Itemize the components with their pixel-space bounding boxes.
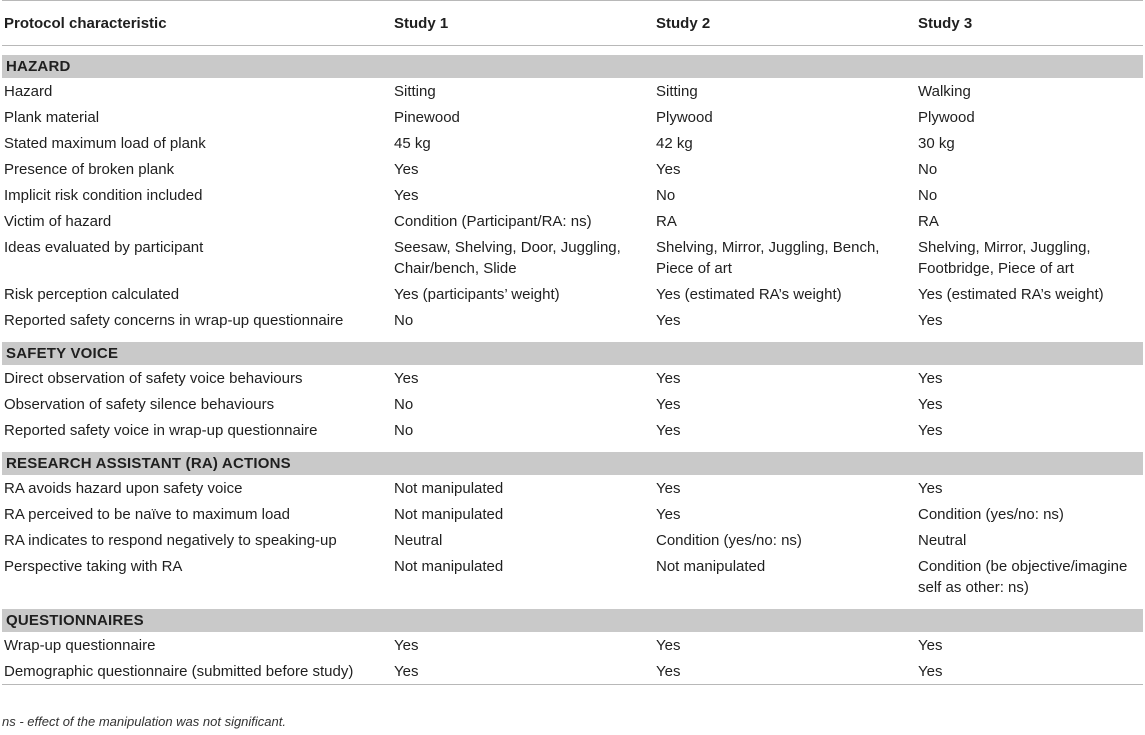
table-row <box>2 553 1143 600</box>
study-value-cell: Yes <box>394 370 419 387</box>
header-cell: Study 1 <box>390 1 652 46</box>
table-body <box>2 46 1143 685</box>
header-cell: Protocol characteristic <box>2 1 390 46</box>
study-value-cell: Yes <box>918 422 943 439</box>
table-row <box>2 156 1143 182</box>
study-value-cell: Pinewood <box>394 109 460 126</box>
study-value-cell: 45 kg <box>394 135 431 152</box>
row-label-cell: RA indicates to respond negatively to speaking-up <box>4 532 337 549</box>
study-value-cell: Yes <box>390 658 652 685</box>
study-value-cell: Yes <box>656 396 681 413</box>
study-value-cell: Plywood <box>918 109 975 126</box>
section-header-row <box>2 452 1143 475</box>
study-value-cell: 42 kg <box>656 135 693 152</box>
table-row <box>2 365 1143 391</box>
study-value-cell: Yes <box>656 506 681 523</box>
table-row <box>2 234 1143 281</box>
row-label-cell: RA avoids hazard upon safety voice <box>4 480 243 497</box>
study-value-cell: Sitting <box>394 83 436 100</box>
section-title: SAFETY VOICE <box>2 342 1143 365</box>
study-value-cell: Sitting <box>656 83 698 100</box>
row-label-cell: Wrap-up questionnaire <box>4 637 156 654</box>
study-value-cell: Seesaw, Shelving, Door, Juggling, Chair/bench, Slide <box>394 239 621 277</box>
row-label-cell: Implicit risk condition included <box>4 187 203 204</box>
table-row <box>2 78 1143 104</box>
study-value-cell: Yes <box>914 658 1143 685</box>
study-value-cell: Yes <box>652 658 914 685</box>
table-row <box>2 208 1143 234</box>
study-value-cell: Yes <box>656 161 681 178</box>
study-value-cell: Condition (be objective/imagine self as other: ns) <box>918 558 1128 596</box>
study-value-cell: No <box>394 312 414 329</box>
header-cell: Study 3 <box>914 1 1143 46</box>
section-spacer <box>2 333 1143 342</box>
table-row <box>2 527 1143 553</box>
spacer-cell <box>2 333 1143 342</box>
section-title: HAZARD <box>2 55 1143 78</box>
spacer-cell <box>2 600 1143 609</box>
study-value-cell: Condition (yes/no: ns) <box>656 532 802 549</box>
section-spacer <box>2 46 1143 56</box>
table-row <box>2 501 1143 527</box>
study-value-cell: Yes <box>656 422 681 439</box>
protocol-table <box>2 0 1143 685</box>
study-value-cell: Neutral <box>394 532 443 549</box>
study-value-cell: Walking <box>918 83 971 100</box>
study-value-cell: Yes (estimated RA’s weight) <box>918 286 1104 303</box>
study-value-cell: Yes <box>656 370 681 387</box>
study-value-cell: Yes <box>656 312 681 329</box>
section-spacer <box>2 600 1143 609</box>
study-value-cell: No <box>918 187 938 204</box>
study-value-cell: Yes <box>394 187 419 204</box>
study-value-cell: Yes <box>394 161 419 178</box>
row-label-cell: Risk perception calculated <box>4 286 180 303</box>
study-value-cell: 30 kg <box>918 135 955 152</box>
row-label-cell: Direct observation of safety voice behaviours <box>4 370 303 387</box>
table-row <box>2 182 1143 208</box>
spacer-cell <box>2 443 1143 452</box>
table-row <box>2 632 1143 658</box>
table-footnote: ns - effect of the manipulation was not significant. <box>2 714 286 729</box>
study-value-cell: RA <box>918 213 939 230</box>
row-label-cell: Perspective taking with RA <box>4 558 183 575</box>
study-value-cell: Shelving, Mirror, Juggling, Bench, Piece of art <box>656 239 880 277</box>
row-label-cell: Presence of broken plank <box>4 161 175 178</box>
section-header-row <box>2 55 1143 78</box>
table-row <box>2 104 1143 130</box>
study-value-cell: Neutral <box>918 532 967 549</box>
section-title: QUESTIONNAIRES <box>2 609 1143 632</box>
header-row <box>2 1 1143 46</box>
study-value-cell: Yes (participants’ weight) <box>394 286 560 303</box>
row-label-cell: Observation of safety silence behaviours <box>4 396 275 413</box>
row-label-cell: Reported safety concerns in wrap-up questionnaire <box>4 312 344 329</box>
study-value-cell: Not manipulated <box>394 506 504 523</box>
row-label-cell: RA perceived to be naïve to maximum load <box>4 506 290 523</box>
table-row <box>2 417 1143 443</box>
section-header-row <box>2 609 1143 632</box>
section-title: RESEARCH ASSISTANT (RA) ACTIONS <box>2 452 1143 475</box>
row-label-cell: Plank material <box>4 109 100 126</box>
study-value-cell: Yes <box>656 480 681 497</box>
table-row <box>2 130 1143 156</box>
section-header-row <box>2 342 1143 365</box>
study-value-cell: Condition (Participant/RA: ns) <box>394 213 592 230</box>
row-label-cell: Reported safety voice in wrap-up questionnaire <box>4 422 318 439</box>
row-label-cell: Hazard <box>4 83 53 100</box>
study-value-cell: Plywood <box>656 109 713 126</box>
study-value-cell: Yes <box>918 312 943 329</box>
study-value-cell: Not manipulated <box>394 558 504 575</box>
study-value-cell: No <box>394 422 414 439</box>
row-label-cell: Stated maximum load of plank <box>4 135 206 152</box>
header-cell: Study 2 <box>652 1 914 46</box>
table-row <box>2 658 1143 685</box>
study-value-cell: Yes <box>918 396 943 413</box>
study-value-cell: Yes <box>918 637 943 654</box>
study-value-cell: Not manipulated <box>394 480 504 497</box>
row-label-cell: Demographic questionnaire (submitted before study) <box>2 658 390 685</box>
study-value-cell: Not manipulated <box>656 558 766 575</box>
study-value-cell: No <box>656 187 676 204</box>
study-value-cell: Yes (estimated RA’s weight) <box>656 286 842 303</box>
study-value-cell: Condition (yes/no: ns) <box>918 506 1064 523</box>
row-label-cell: Victim of hazard <box>4 213 112 230</box>
study-value-cell: No <box>918 161 938 178</box>
study-value-cell: No <box>394 396 414 413</box>
study-value-cell: Yes <box>918 480 943 497</box>
study-value-cell: RA <box>656 213 677 230</box>
study-value-cell: Yes <box>918 370 943 387</box>
study-value-cell: Yes <box>394 637 419 654</box>
table-row <box>2 281 1143 307</box>
table-row <box>2 307 1143 333</box>
section-spacer <box>2 443 1143 452</box>
row-label-cell: Ideas evaluated by participant <box>4 239 204 256</box>
study-value-cell: Yes <box>656 637 681 654</box>
table-row <box>2 475 1143 501</box>
study-value-cell: Shelving, Mirror, Juggling, Footbridge, Piece of art <box>918 239 1091 277</box>
spacer-cell <box>2 46 1143 56</box>
table-row <box>2 391 1143 417</box>
